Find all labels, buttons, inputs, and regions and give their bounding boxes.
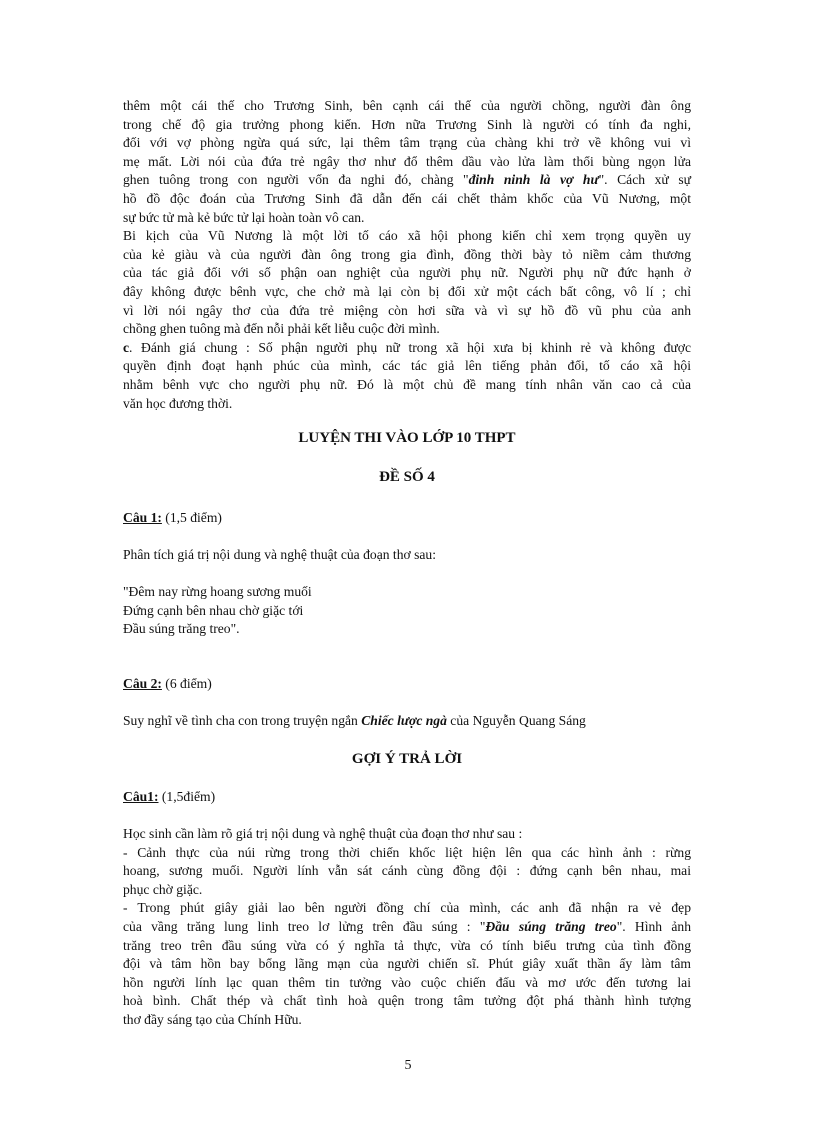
section-letter: c	[123, 339, 130, 355]
answer-1-header	[123, 788, 215, 807]
text-span: ". Cách xử sự	[598, 172, 691, 188]
text-line: - Trong phút giây giải lao bên người đồng chí của mình, các anh đã nhận ra vẻ đẹp	[123, 900, 691, 916]
exam-title: LUYỆN THI VÀO LỚP 10 THPT	[298, 430, 516, 446]
text-line: đội và tâm hồn bay bổng lãng mạn của người chiến sĩ. Phút giây xuất thần ấy làm tâm	[123, 956, 691, 972]
text-span: . Đánh giá chung : Số phận người phụ nữ trong xã hội xưa bị khinh rẻ và không được	[129, 339, 691, 355]
text-line: sự bức tử mà kẻ bức tử lại hoàn toàn vô can.	[123, 209, 365, 225]
emphasis-quote: đinh ninh là vợ hư	[468, 172, 599, 188]
story-title: Chiếc lược ngà	[361, 713, 447, 728]
answer-1-points: (1,5điểm)	[158, 789, 216, 804]
text-span: ghen tuông trong con người vốn đa nghi đó, chàng "	[123, 172, 469, 188]
text-span: ". Hình ảnh	[616, 918, 692, 934]
poem-line: Đầu súng trăng treo".	[123, 621, 240, 636]
text-span: của Nguyễn Quang Sáng	[446, 713, 586, 728]
text-span: của vầng trăng lung linh treo lơ lửng trên đầu súng : "	[123, 918, 486, 934]
text-line: đối với vợ phòng ngừa quá sức, lại thêm tâm trạng của chàng khi trở về không vui vì	[123, 135, 691, 151]
text-line: hồ đồ độc đoán của Trương Sinh đã dẫn đến cái chết thảm khốc của Vũ Nương, một	[123, 190, 691, 206]
intro-text	[123, 97, 691, 413]
exam-number: ĐỀ SỐ 4	[379, 469, 435, 485]
text-line: thêm một cái thế cho Trương Sinh, bên cạnh cái thế của người chồng, người đàn ông	[123, 98, 691, 113]
text-line: vì lời nói ngây thơ của đứa trẻ miệng còn hơi sữa và vì sự hồ đồ vũ phu của anh	[123, 302, 691, 318]
question-2-label: Câu 2:	[123, 676, 162, 691]
text-line: của tác giả đối với số phận oan nghiệt của người phụ nữ. Người phụ nữ đức hạnh ở	[123, 265, 691, 281]
text-line: quyền định đoạt hạnh phúc của mình, các tác giả lên tiếng phản đối, tố cáo xã hội	[123, 358, 691, 374]
text-line: trong chế độ gia trưởng phong kiến. Hơn nữa Trương Sinh là người có tính đa nghi,	[123, 116, 691, 132]
text-line: Học sinh cần làm rõ giá trị nội dung và nghệ thuật của đoạn thơ như sau :	[123, 826, 523, 841]
text-line: hồn người lính lạc quan thêm tin tưởng vào cuộc chiến đấu và mơ ước đến tương lai	[123, 974, 691, 990]
question-2-header	[123, 675, 212, 694]
poem-line: Đứng cạnh bên nhau chờ giặc tới	[123, 603, 304, 618]
answer-heading: GỢI Ý TRẢ LỜI	[351, 751, 463, 767]
text-line: đây không được bênh vực, che chở mà lại còn bị đối xử một cách bất công, vô lí ; chỉ	[123, 283, 691, 299]
text-line: thơ đầy sáng tạo của Chính Hữu.	[123, 1011, 302, 1027]
text-line: trăng treo trên đầu súng vừa có ý nghĩa tả thực, vừa có tính biểu trưng của tình đồng	[123, 937, 691, 953]
text-line: Bi kịch của Vũ Nương là một lời tố cáo xã hội phong kiến chỉ xem trọng quyền uy	[123, 228, 691, 244]
text-line: - Cảnh thực của núi rừng trong thời chiến khốc liệt hiện lên qua các hình ảnh : rừng	[123, 844, 691, 860]
answer-1-text	[123, 825, 691, 1030]
text-span: Suy nghĩ về tình cha con trong truyện ngắn	[123, 713, 362, 728]
text-line: mẹ mất. Lời nói của đứa trẻ ngây thơ như đổ thêm dầu vào lửa làm thổi bùng ngọn lửa	[123, 153, 691, 169]
text-line	[123, 918, 691, 937]
question-1-prompt: Phân tích giá trị nội dung và nghệ thuật của đoạn thơ sau:	[123, 547, 436, 562]
text-line: phục chờ giặc.	[123, 881, 203, 897]
text-line: văn học đương thời.	[123, 395, 233, 411]
text-line: chồng ghen tuông mà đến nỗi phải kết liễu cuộc đời mình.	[123, 321, 440, 337]
text-line	[123, 339, 691, 358]
answer-1-label: Câu1:	[123, 789, 159, 804]
text-line: nhằm bênh vực cho người phụ nữ. Đó là một chủ đề mang tính nhân văn cao cả của	[123, 376, 691, 392]
text-line: hoà bình. Chất thép và chất tình hoà quện trong tâm tưởng đột phá thành hình tượng	[123, 993, 691, 1009]
page-number: 5	[404, 1058, 412, 1073]
question-2-prompt	[123, 712, 586, 731]
question-1-points: (1,5 điểm)	[161, 510, 222, 525]
question-2-points: (6 điểm)	[161, 676, 212, 691]
text-line: hoang, sương muối. Người lính vẫn sát cánh cùng đồng đội : đứng cạnh bên nhau, mai	[123, 863, 691, 879]
poem-line: "Đêm nay rừng hoang sương muối	[123, 584, 312, 599]
text-line: của kẻ giàu và của người đàn ông trong gia đình, đồng thời bày tỏ niềm cảm thương	[123, 246, 691, 262]
emphasis-quote: Đầu súng trăng treo	[485, 918, 617, 934]
question-1-header	[123, 509, 222, 528]
question-1-label: Câu 1:	[123, 510, 162, 525]
text-line	[123, 171, 691, 190]
